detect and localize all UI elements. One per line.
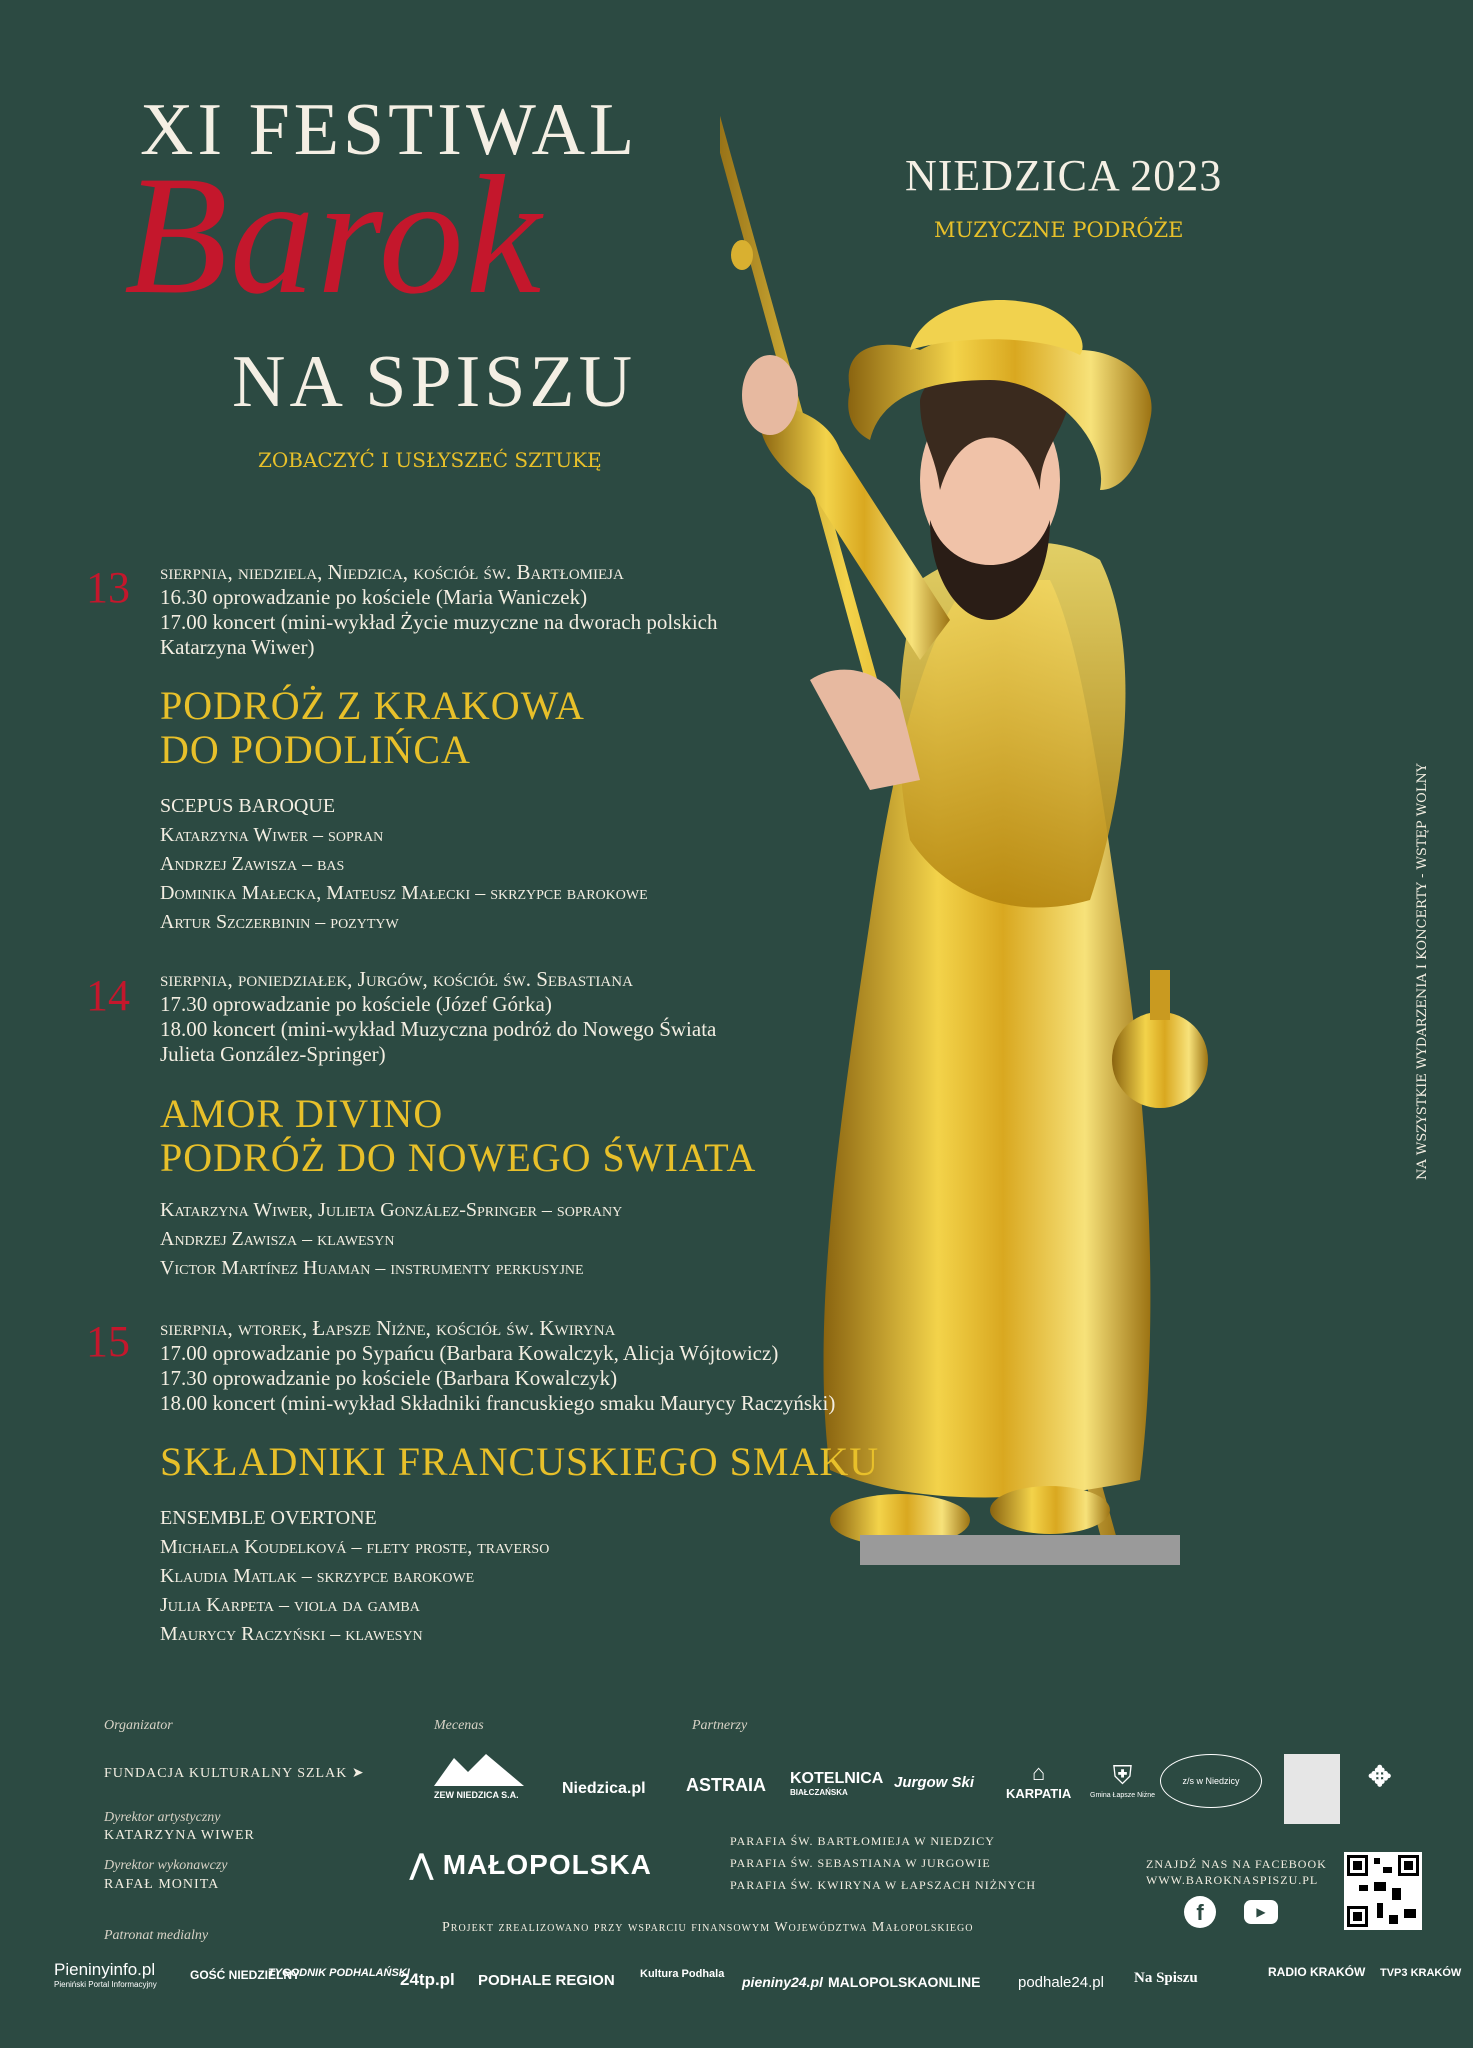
- tvp3-krakow-logo: TVP3 KRAKÓW: [1380, 1967, 1462, 1979]
- gmina-lapsze-logo: [1090, 1760, 1155, 1799]
- festival-name-barok: Barok: [124, 141, 544, 329]
- youtube-icon[interactable]: ▶: [1244, 1900, 1278, 1924]
- performer-line: Dominika Małecka, Mateusz Małecki – skrzypce barokowe: [160, 882, 648, 904]
- parish-item: PARAFIA ŚW. SEBASTIANA W JURGOWIE: [730, 1856, 991, 1870]
- day-15-tour-church: 17.30 oprowadzanie po kościele (Barbara Kowalczyk): [160, 1366, 618, 1390]
- kultura-podhala-logo: Kultura Podhala: [640, 1968, 725, 1980]
- malopolska-logo: [410, 1848, 652, 1881]
- performer-line: Victor Martínez Huaman – instrumenty perkusyjne: [160, 1257, 584, 1279]
- organizer-value: [104, 1765, 365, 1782]
- day-15-details: [160, 1316, 835, 1416]
- zew-niedzica-logo: [434, 1752, 524, 1802]
- day-number-15: 15: [86, 1317, 130, 1366]
- website-url[interactable]: WWW.BAROKNASPISZU.PL: [1146, 1873, 1319, 1887]
- performer-line: Julia Karpeta – viola da gamba: [160, 1594, 420, 1616]
- jurgow-ski-logo: Jurgow Ski: [894, 1774, 975, 1791]
- day-14-performers: [160, 1196, 622, 1283]
- concert-title-line: PODRÓŻ DO NOWEGO ŚWIATA: [160, 1135, 757, 1180]
- gosc-niedzielny-logo: GOŚĆ NIEDZIELNY: [190, 1968, 301, 1982]
- concert-title-line: SKŁADNIKI FRANCUSKIEGO SMAKU: [160, 1439, 880, 1484]
- parish-item: PARAFIA ŚW. BARTŁOMIEJA W NIEDZICY: [730, 1834, 995, 1848]
- day-14-tour: 17.30 oprowadzanie po kościele (Józef Górka): [160, 992, 552, 1016]
- astraia-logo: ASTRAIA: [686, 1775, 766, 1795]
- festival-name-spisz: NA SPISZU: [232, 341, 637, 423]
- festival-edition-title: XI FESTIWAL: [140, 89, 639, 171]
- karpatia-icon: ⌂: [1031, 1760, 1046, 1785]
- pieniny24-logo: pieniny24.pl: [742, 1974, 823, 1990]
- qr-pattern: [1344, 1852, 1422, 1930]
- performer-line: Artur Szczerbinin – pozytyw: [160, 911, 399, 933]
- day-13-concert-time: 17.00 koncert (mini-wykład Życie muzyczne na dworach polskich: [160, 610, 718, 634]
- day-15-concert-time: 18.00 koncert (mini-wykład Składniki francuskiego smaku Maurycy Raczyński): [160, 1391, 836, 1415]
- 24tp-logo: 24tp.pl: [400, 1970, 455, 1989]
- concert-title-line: AMOR DIVINO: [160, 1091, 444, 1136]
- organizer-name: FUNDACJA KULTURALNY SZLAK: [104, 1766, 348, 1781]
- pieninyinfo-logo: [54, 1960, 157, 1989]
- performer-line: Andrzej Zawisza – klawesyn: [160, 1228, 395, 1250]
- facebook-label: ZNAJDŹ NAS NA FACEBOOK: [1146, 1857, 1327, 1871]
- parish-list: [730, 1830, 1036, 1896]
- kotelnica-logo: [790, 1770, 883, 1797]
- performer-line: ENSEMBLE OVERTONE: [160, 1507, 377, 1529]
- artistic-director-value: KATARZYNA WIWER: [104, 1828, 255, 1843]
- podhale24-logo: podhale24.pl: [1018, 1974, 1104, 1991]
- performer-line: SCEPUS BAROQUE: [160, 795, 336, 817]
- podhale-region-logo: PODHALE REGION: [478, 1972, 615, 1989]
- project-funding-note: Projekt zrealizowano przy wsparciu finansowym Województwa Małopolskiego: [442, 1920, 974, 1935]
- karpatia-logo: [1006, 1760, 1071, 1801]
- na-spiszu-logo: Na Spiszu: [1134, 1970, 1198, 1986]
- day-15-date-place: sierpnia, wtorek, Łapsze Niżne, kościół św. Kwiryna: [160, 1316, 616, 1340]
- media-patronage-label: Patronat medialny: [104, 1928, 209, 1943]
- executive-director-label: Dyrektor wykonawczy: [104, 1858, 228, 1873]
- performer-line: Michaela Koudelková – flety proste, traverso: [160, 1536, 550, 1558]
- malopolska-icon: ⋀: [410, 1849, 434, 1880]
- karpatia-logo-text: KARPATIA: [1006, 1786, 1072, 1801]
- malopolska-logo-text: MAŁOPOLSKA: [442, 1849, 652, 1880]
- malopolskaonline-logo: MALOPOLSKAONLINE: [828, 1974, 981, 1990]
- day-15-performers: [160, 1504, 549, 1649]
- niedzica-pl-logo: Niedzica.pl: [562, 1780, 646, 1797]
- day-number-13: 13: [86, 563, 130, 612]
- performer-line: Klaudia Matlak – skrzypce barokowe: [160, 1565, 475, 1587]
- performer-line: Katarzyna Wiwer, Julieta González-Springer – soprany: [160, 1199, 623, 1221]
- day-13-date-place: sierpnia, niedziela, Niedzica, kościół św. Bartłomieja: [160, 560, 624, 584]
- cultural-center-logo: [1160, 1754, 1262, 1808]
- social-links: [1146, 1856, 1327, 1888]
- day-14-concert-time: 18.00 koncert (mini-wykład Muzyczna podróż do Nowego Świata: [160, 1017, 717, 1041]
- gmina-logo-text: Gmina Łapsze Niżne: [1090, 1792, 1155, 1799]
- cultural-center-logo-text: z/s w Niedzicy: [1182, 1776, 1240, 1786]
- partners-label: Partnerzy: [692, 1718, 748, 1733]
- day-14-lecturer: Julieta González-Springer): [160, 1042, 386, 1066]
- day-15-concert-title: [160, 1440, 879, 1484]
- free-entry-note: NA WSZYSTKIE WYDARZENIA I KONCERTY - WSTĘP WOLNY: [1415, 763, 1430, 1180]
- day-13-tour: 16.30 oprowadzanie po kościele (Maria Waniczek): [160, 585, 588, 609]
- concert-title-line: PODRÓŻ Z KRAKOWA: [160, 683, 585, 728]
- pieninyinfo-logo-text: Pieninyinfo.pl: [54, 1960, 156, 1979]
- day-13-performers: [160, 792, 648, 937]
- organizer-label: Organizator: [104, 1718, 173, 1733]
- day-14-date-place: sierpnia, poniedziałek, Jurgów, kościół św. Sebastiana: [160, 967, 633, 991]
- day-14-concert-title: [160, 1092, 756, 1180]
- facebook-icon[interactable]: f: [1184, 1896, 1216, 1928]
- performer-line: Katarzyna Wiwer – sopran: [160, 824, 384, 846]
- executive-director-value: RAFAŁ MONITA: [104, 1877, 220, 1892]
- festival-theme: MUZYCZNE PODRÓŻE: [934, 218, 1184, 242]
- day-13-concert-title: [160, 684, 585, 772]
- zew-niedzica-logo-text: ZEW NIEDZICA S.A.: [434, 1790, 519, 1800]
- mountain-icon: [434, 1752, 524, 1786]
- coat-of-arms-icon: ⛨: [1112, 1760, 1133, 1790]
- tygodnik-podhalanski-logo: TYGODNIK PODHALAŃSKI: [268, 1967, 410, 1979]
- day-15-tour-sypaniec: 17.00 oprowadzanie po Sypańcu (Barbara Kowalczyk, Alicja Wójtowicz): [160, 1341, 779, 1365]
- day-14-details: [160, 967, 716, 1067]
- pieninyinfo-sub: Pieniński Portal Informacyjny: [54, 1980, 157, 1989]
- kotelnica-logo-sub: BIAŁCZAŃSKA: [790, 1788, 848, 1797]
- castle-association-logo: [1284, 1754, 1340, 1824]
- artistic-director-label: Dyrektor artystyczny: [104, 1810, 221, 1825]
- kotelnica-logo-text: KOTELNICA: [790, 1770, 884, 1787]
- sponsor-label: Mecenas: [434, 1718, 484, 1733]
- eagle-emblem-icon: ✥: [1368, 1761, 1392, 1792]
- concert-title-line: DO PODOLIŃCA: [160, 727, 471, 772]
- day-number-14: 14: [86, 971, 130, 1020]
- arrow-icon: ➤: [351, 1766, 365, 1781]
- parish-item: PARAFIA ŚW. KWIRYNA W ŁAPSZACH NIŻNYCH: [730, 1878, 1037, 1892]
- festival-place-year: NIEDZICA 2023: [905, 151, 1223, 200]
- day-13-details: [160, 560, 717, 660]
- performer-line: Andrzej Zawisza – bas: [160, 853, 345, 875]
- performer-line: Maurycy Raczyński – klawesyn: [160, 1623, 423, 1645]
- festival-motto: ZOBACZYĆ I USŁYSZEĆ SZTUKĘ: [258, 448, 602, 472]
- radio-krakow-logo: RADIO KRAKÓW: [1268, 1965, 1366, 1979]
- day-13-lecturer: Katarzyna Wiwer): [160, 635, 315, 659]
- qr-code-icon[interactable]: [1344, 1852, 1422, 1930]
